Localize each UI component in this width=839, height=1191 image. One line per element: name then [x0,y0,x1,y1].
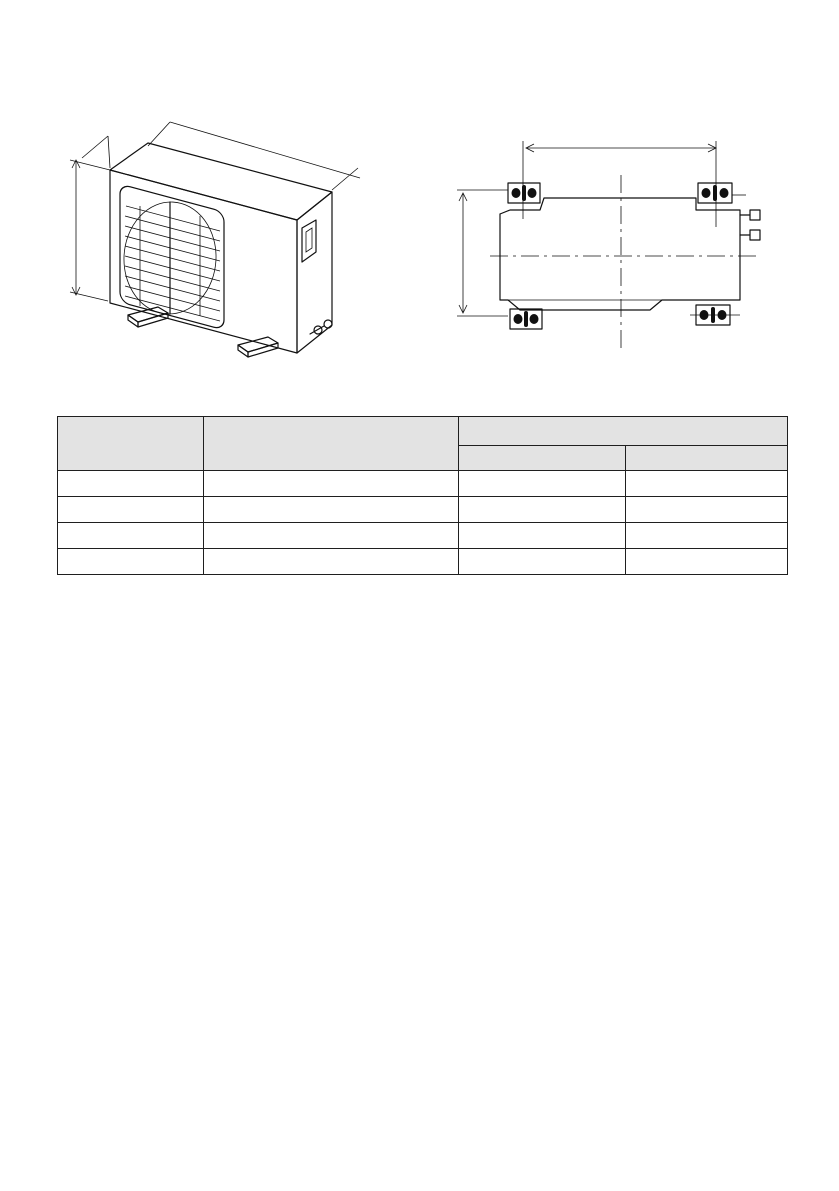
table-row [58,497,788,523]
table-cell [58,497,204,523]
table-cell [459,497,626,523]
header-group [459,417,788,446]
side-handle-icon [302,220,316,262]
table-cell [459,471,626,497]
table-row [58,471,788,497]
table-cell [459,523,626,549]
header-sub-1 [459,446,626,471]
header-col-2 [204,417,459,471]
table-cell [626,497,788,523]
table-cell [58,549,204,575]
mounting-hole-top-right [698,183,732,203]
table-cell [58,523,204,549]
table-cell [626,523,788,549]
fan-grille [120,184,224,330]
table-row [58,549,788,575]
unit-body-outline [500,198,740,310]
dimension-lines [70,122,360,301]
table-cell [204,497,459,523]
outdoor-unit-iso-drawing [60,110,370,370]
table-row [58,523,788,549]
mounting-feet [128,307,278,357]
header-col-1 [58,417,204,471]
table-cell [626,471,788,497]
table-cell [204,549,459,575]
table-cell [58,471,204,497]
table-cell [204,471,459,497]
table-cell [204,523,459,549]
specification-table [57,416,788,575]
mounting-hole-top-left [508,183,540,203]
table-cell [459,549,626,575]
pipe-connection-icon [740,210,760,240]
outdoor-unit-top-view-drawing [450,135,770,355]
mounting-hole-bottom-left [510,309,542,329]
header-sub-2 [626,446,788,471]
table-cell [626,549,788,575]
cabinet [110,143,332,353]
mounting-hole-bottom-right [696,305,730,325]
